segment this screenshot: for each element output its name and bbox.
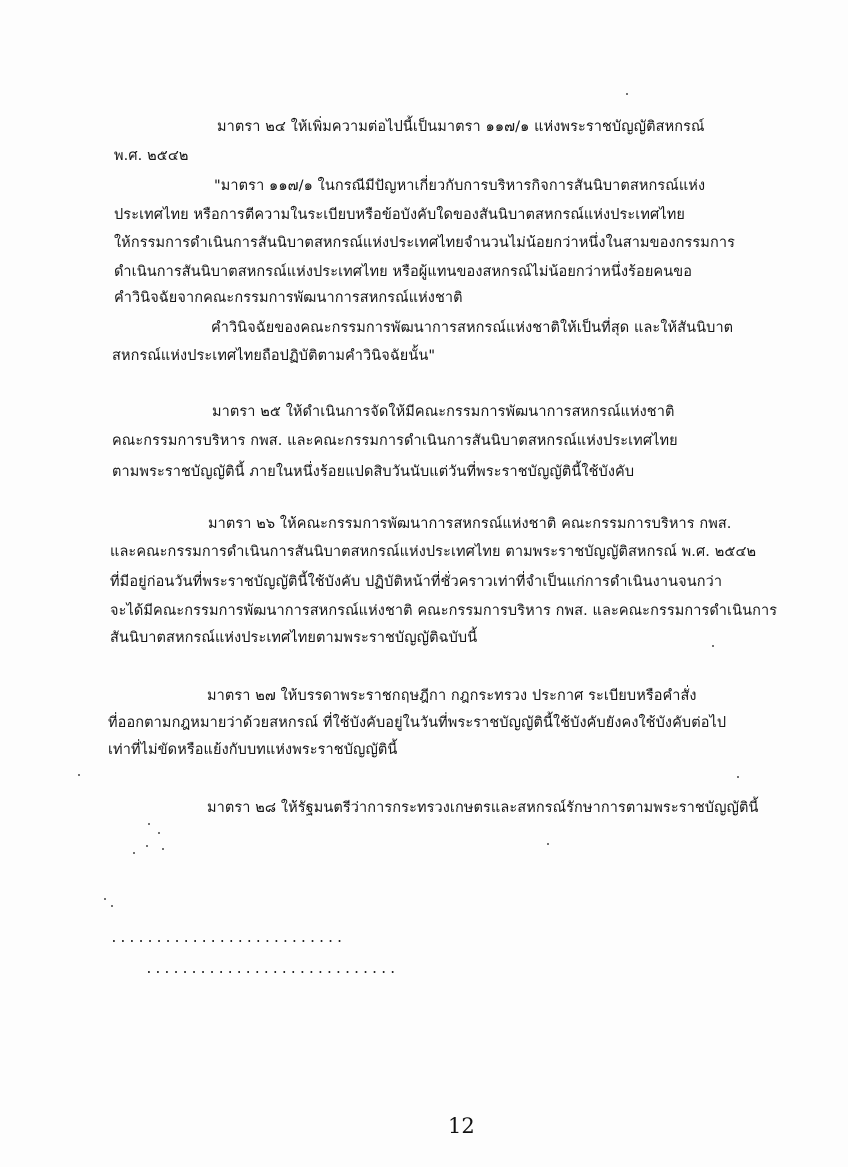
section-27-line: เท่าที่ไม่ขัดหรือแย้งกับบทแห่งพระราชบัญญัตินี้ [108,742,398,758]
section-25-line: มาตรา ๒๕ ให้ดำเนินการจัดให้มีคณะกรรมการพัฒนาการสหกรณ์แห่งชาติ [212,404,675,420]
section-24-line: ให้กรรมการดำเนินการสันนิบาตสหกรณ์แห่งประเทศไทยจำนวนไม่น้อยกว่าหนึ่งในสามของกรรมการ [114,235,735,251]
signature-dotted-line: .......................... [110,931,345,946]
scan-speck [626,93,628,95]
section-24-line: พ.ศ. ๒๕๔๒ [114,148,189,164]
page-number: 12 [448,1114,475,1138]
signature-dotted-line: ............................ [145,962,398,977]
scan-speck [158,832,160,834]
section-24-line: สหกรณ์แห่งประเทศไทยถือปฏิบัติตามคำวินิจฉัยนั้น" [112,348,436,364]
section-24-line: มาตรา ๒๔ ให้เพิ่มความต่อไปนี้เป็นมาตรา ๑๑๗/๑ แห่งพระราชบัญญัติสหกรณ์ [217,119,705,135]
section-24-line: คำวินิจฉัยของคณะกรรมการพัฒนาการสหกรณ์แห่งชาติให้เป็นที่สุด และให้สันนิบาต [211,320,734,336]
section-24-line: ประเทศไทย หรือการตีความในระเบียบหรือข้อบังคับใดของสันนิบาตสหกรณ์แห่งประเทศไทย [114,207,685,223]
section-25-line: ตามพระราชบัญญัตินี้ ภายในหนึ่งร้อยแปดสิบวันนับแต่วันที่พระราชบัญญัตินี้ใช้บังคับ [112,464,635,480]
section-27-line: ที่ออกตามกฎหมายว่าด้วยสหกรณ์ ที่ใช้บังคับอยู่ในวันที่พระราชบัญญัตินี้ใช้บังคับยังคงใช้บังคับต่อไป [108,715,727,731]
scan-speck [146,845,148,847]
section-25-line: คณะกรรมการบริหาร กพส. และคณะกรรมการดำเนินการสันนิบาตสหกรณ์แห่งประเทศไทย [112,433,678,449]
section-26-line: จะได้มีคณะกรรมการพัฒนาการสหกรณ์แห่งชาติ คณะกรรมการบริหาร กพส. และคณะกรรมการดำเนินการ [110,603,778,619]
section-26-line: ที่มีอยู่ก่อนวันที่พระราชบัญญัตินี้ใช้บังคับ ปฏิบัติหน้าที่ชั่วคราวเท่าที่จำเป็นแก่การดำเนินงานจนกว่า [110,574,723,590]
scan-speck [712,645,714,647]
scan-speck [162,848,164,850]
scan-speck [148,823,150,825]
section-24-line: "มาตรา ๑๑๗/๑ ในกรณีมีปัญหาเกี่ยวกับการบริหารกิจการสันนิบาตสหกรณ์แห่ง [214,178,706,194]
scan-speck [104,898,106,900]
scan-speck [111,905,113,907]
scan-speck [547,843,549,845]
section-26-line: สันนิบาตสหกรณ์แห่งประเทศไทยตามพระราชบัญญัติฉบับนี้ [110,630,478,646]
section-26-line: และคณะกรรมการดำเนินการสันนิบาตสหกรณ์แห่งประเทศไทย ตามพระราชบัญญัติสหกรณ์ พ.ศ. ๒๕๔๒ [110,544,757,560]
section-28-line: มาตรา ๒๘ ให้รัฐมนตรีว่าการกระทรวงเกษตรและสหกรณ์รักษาการตามพระราชบัญญัตินี้ [207,800,759,816]
section-26-line: มาตรา ๒๖ ให้คณะกรรมการพัฒนาการสหกรณ์แห่งชาติ คณะกรรมการบริหาร กพส. [208,516,732,532]
section-27-line: มาตรา ๒๗ ให้บรรดาพระราชกฤษฎีกา กฎกระทรวง ประกาศ ระเบียบหรือคำสั่ง [207,688,697,704]
scan-speck [78,774,80,776]
scan-speck [133,852,135,854]
section-24-line: คำวินิจฉัยจากคณะกรรมการพัฒนาการสหกรณ์แห่งชาติ [114,290,463,306]
section-24-line: ดำเนินการสันนิบาตสหกรณ์แห่งประเทศไทย หรือผู้แทนของสหกรณ์ไม่น้อยกว่าหนึ่งร้อยคนขอ [114,264,693,280]
scan-speck [737,776,739,778]
